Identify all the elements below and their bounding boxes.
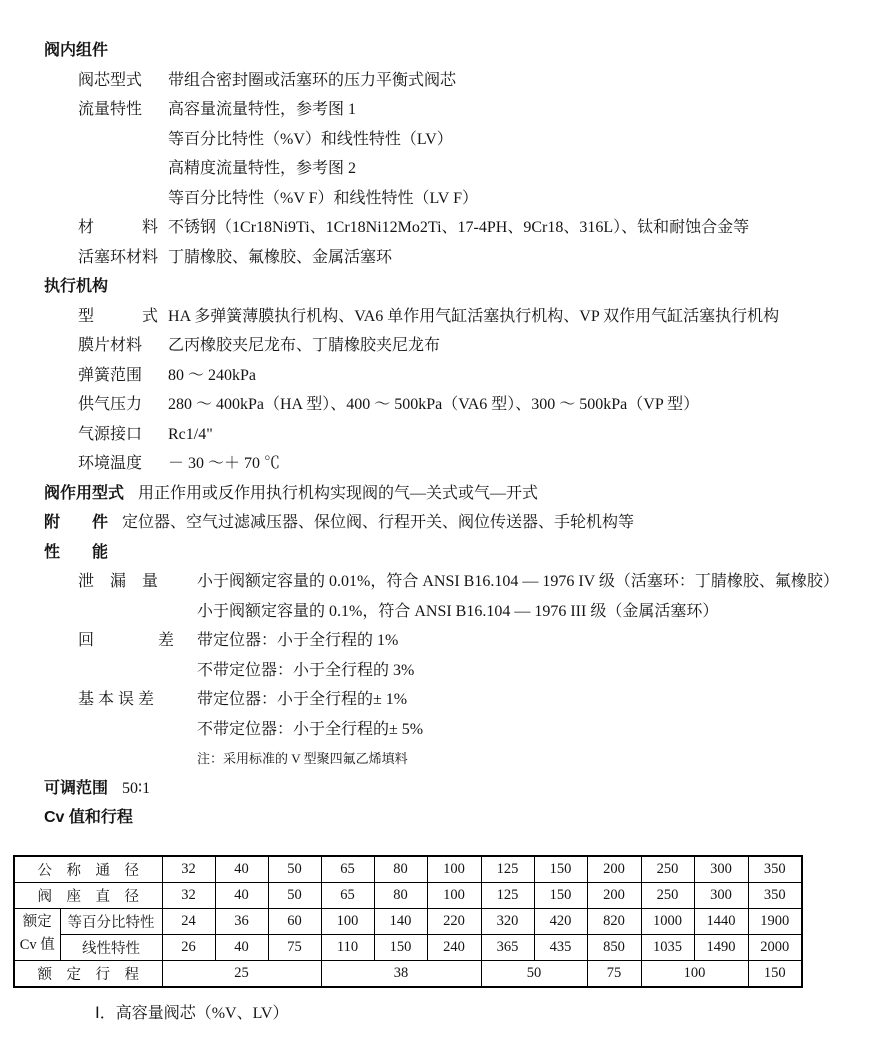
table-cell: 1900 — [748, 908, 802, 934]
spec-row — [44, 361, 879, 391]
table-cell: 125 — [481, 856, 534, 883]
section-heading-text: Cv 值和行程 — [44, 809, 133, 826]
table-cell: 150 — [374, 934, 427, 960]
spec-value: 高容量流量特性，参考图 1 — [168, 101, 357, 118]
table-cell: 150 — [534, 856, 587, 883]
table-row — [14, 882, 802, 908]
table-cell: 300 — [694, 882, 748, 908]
spec-label: 环境温度 — [78, 455, 143, 472]
table-cell: 365 — [481, 934, 534, 960]
spec-label: 气源接口 — [78, 425, 143, 443]
figure-caption: Ⅰ．高容量阀芯（%V、LV） — [95, 1004, 289, 1022]
spec-row — [44, 331, 879, 361]
table-cell: 200 — [587, 882, 641, 908]
cv-stroke-table — [13, 855, 803, 988]
spec-row — [44, 125, 879, 155]
row-header-cell: 额 定 行 程 — [14, 960, 162, 987]
spec-label: 阀芯型式 — [78, 71, 143, 89]
spec-value: 80 ～ 240kPa — [168, 366, 257, 384]
rated-cv-group-header — [14, 908, 60, 960]
table-cell: 820 — [587, 908, 641, 934]
table-cell: 60 — [268, 908, 321, 934]
spec-row — [44, 95, 879, 125]
group-label-line1: 额定 — [22, 914, 52, 930]
spec-label: 活塞环材料 — [78, 248, 159, 266]
table-cell: 250 — [641, 882, 694, 908]
spec-row — [44, 685, 879, 715]
table-cell: 140 — [374, 908, 427, 934]
table-cell: 26 — [162, 934, 215, 960]
spec-label: 回 差 — [78, 632, 175, 649]
spec-row — [44, 243, 879, 273]
spec-label: 材 料 — [78, 219, 159, 236]
spec-row — [44, 213, 879, 243]
bold-spec-row — [44, 479, 879, 509]
spec-value: 小于阀额定容量的 0.1%，符合 ANSI B16.104 — 1976 III 级（金属活塞环） — [197, 602, 719, 620]
group-label-line2: Cv 值 — [19, 937, 55, 953]
spec-value: 小于阀额定容量的 0.01%，符合 ANSI B16.104 — 1976 IV 级（活塞环：丁腈橡胶、氟橡胶） — [197, 573, 839, 590]
table-cell: 1490 — [694, 934, 748, 960]
spec-row — [44, 656, 879, 686]
table-cell: 75 — [268, 934, 321, 960]
table-cell: 1440 — [694, 908, 748, 934]
spec-label: 阀作用型式 — [44, 484, 125, 502]
spec-row — [44, 567, 879, 597]
table-row — [14, 934, 802, 960]
table-cell: 50 — [268, 856, 321, 883]
table-cell: 1000 — [641, 908, 694, 934]
spec-value: 高精度流量特性，参考图 2 — [168, 160, 357, 177]
spec-row — [44, 597, 879, 627]
spec-value: Rc1/4" — [168, 425, 213, 443]
table-cell: 100 — [427, 856, 481, 883]
table-cell: 200 — [587, 856, 641, 883]
table-cell: 2000 — [748, 934, 802, 960]
section-heading — [44, 36, 879, 66]
row-header-cell: 线性特性 — [60, 934, 162, 960]
section-heading — [44, 803, 879, 833]
spec-value: － 30 ～＋ 70 ℃ — [168, 455, 281, 472]
table-cell: 100 — [641, 960, 748, 987]
table-row — [14, 960, 802, 987]
table-cell: 36 — [215, 908, 268, 934]
spec-label: 弹簧范围 — [78, 366, 143, 384]
table-cell: 65 — [321, 856, 374, 883]
table-cell: 240 — [427, 934, 481, 960]
spec-row — [44, 449, 879, 479]
spec-label: 性 能 — [44, 543, 109, 561]
table-row — [14, 856, 802, 883]
table-cell: 125 — [481, 882, 534, 908]
spec-row — [44, 390, 879, 420]
spec-row — [44, 420, 879, 450]
spec-value: HA 多弹簧薄膜执行机构、VA6 单作用气缸活塞执行机构、VP 双作用气缸活塞执行机构 — [168, 307, 780, 325]
spec-row — [44, 154, 879, 184]
table-cell: 50 — [481, 960, 587, 987]
spec-value: 带定位器：小于全行程的 1% — [197, 632, 399, 649]
table-cell: 40 — [215, 934, 268, 960]
spec-value: 不带定位器：小于全行程的± 5% — [197, 720, 424, 738]
table-cell: 350 — [748, 882, 802, 908]
spec-label: 可调范围 — [44, 779, 109, 797]
spec-row — [44, 66, 879, 96]
spec-row — [44, 715, 879, 745]
spec-value: 等百分比特性（%V F）和线性特性（LV F） — [168, 189, 478, 207]
spec-value: 280 ～ 400kPa（HA 型）、400 ～ 500kPa（VA6 型）、300 ～ 500kPa（VP 型） — [168, 396, 700, 413]
table-cell: 80 — [374, 882, 427, 908]
spec-label: 膜片材料 — [78, 337, 143, 354]
section-heading-text: 执行机构 — [44, 278, 109, 295]
spec-label: 流量特性 — [78, 101, 143, 118]
table-cell: 32 — [162, 856, 215, 883]
row-header-cell: 等百分比特性 — [60, 908, 162, 934]
spec-row — [44, 302, 879, 332]
table-cell: 40 — [215, 882, 268, 908]
spec-value: 带定位器：小于全行程的± 1% — [197, 691, 408, 708]
table-cell: 40 — [215, 856, 268, 883]
spec-value: 不带定位器：小于全行程的 3% — [197, 661, 415, 679]
table-cell: 38 — [321, 960, 481, 987]
table-cell: 300 — [694, 856, 748, 883]
bold-spec-row — [44, 508, 879, 538]
table-cell: 50 — [268, 882, 321, 908]
spec-label: 附 件 — [44, 514, 109, 531]
table-cell: 24 — [162, 908, 215, 934]
table-cell: 350 — [748, 856, 802, 883]
table-cell: 420 — [534, 908, 587, 934]
bold-spec-row — [44, 774, 879, 804]
spec-label: 泄 漏 量 — [78, 573, 159, 590]
spec-value: 丁腈橡胶、氟橡胶、金属活塞环 — [168, 248, 393, 266]
spec-value: 带组合密封圈或活塞环的压力平衡式阀芯 — [168, 71, 457, 89]
table-cell: 32 — [162, 882, 215, 908]
row-header-cell: 公 称 通 径 — [14, 856, 162, 883]
bold-spec-row — [44, 538, 879, 568]
spec-value: 用正作用或反作用执行机构实现阀的气—关式或气—开式 — [138, 484, 539, 502]
table-cell: 150 — [748, 960, 802, 987]
spec-value: 不锈钢（1Cr18Ni9Ti、1Cr18Ni12Mo2Ti、17-4PH、9Cr18、316L）、钛和耐蚀合金等 — [168, 219, 750, 236]
table-cell: 435 — [534, 934, 587, 960]
section-heading — [44, 272, 879, 302]
section-heading-text: 阀内组件 — [44, 42, 109, 59]
table-cell: 100 — [427, 882, 481, 908]
table-cell: 220 — [427, 908, 481, 934]
spec-row — [44, 184, 879, 214]
spec-value: 乙丙橡胶夹尼龙布、丁腈橡胶夹尼龙布 — [168, 337, 441, 354]
table-cell: 1035 — [641, 934, 694, 960]
spec-label: 基 本 误 差 — [78, 691, 155, 708]
spec-row — [44, 626, 879, 656]
spec-value: 定位器、空气过滤减压器、保位阀、行程开关、阀位传送器、手轮机构等 — [122, 514, 635, 531]
table-cell: 110 — [321, 934, 374, 960]
table-cell: 65 — [321, 882, 374, 908]
spec-value: 50∶1 — [122, 779, 151, 797]
spec-label: 型 式 — [78, 307, 159, 325]
table-cell: 100 — [321, 908, 374, 934]
table-cell: 850 — [587, 934, 641, 960]
table-row — [14, 908, 802, 934]
spec-label: 供气压力 — [78, 396, 143, 413]
spec-value: 等百分比特性（%V）和线性特性（LV） — [168, 130, 453, 148]
table-cell: 75 — [587, 960, 641, 987]
table-cell: 320 — [481, 908, 534, 934]
row-header-cell: 阀 座 直 径 — [14, 882, 162, 908]
table-cell: 80 — [374, 856, 427, 883]
table-cell: 150 — [534, 882, 587, 908]
table-cell: 25 — [162, 960, 321, 987]
note-line: 注：采用标准的 V 型聚四氟乙烯填料 — [197, 751, 408, 766]
table-cell: 250 — [641, 856, 694, 883]
